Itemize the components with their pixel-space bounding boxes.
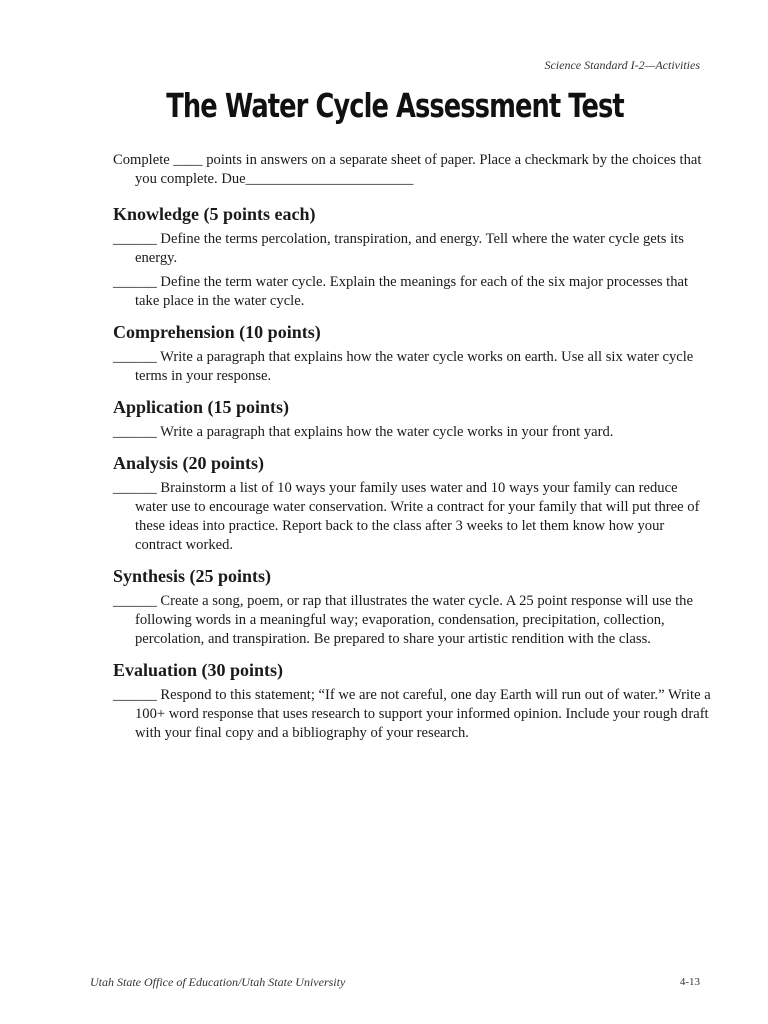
section-knowledge — [113, 203, 713, 311]
intro-paragraph: Complete ____ points in answers on a separate sheet of paper. Place a checkmark by the choices that you complete. Due_______________________ — [113, 152, 702, 187]
section-synthesis — [113, 565, 713, 649]
section-comprehension — [113, 321, 713, 386]
section-heading: Evaluation (30 points) — [113, 660, 284, 680]
assignment-item: ______ Brainstorm a list of 10 ways your family uses water and 10 ways your family can reduce water use to encourage water conservation. Write a contract for your family that will put three of these ideas into practice. Report back to the class after 3 weeks to let them know how your contract worked. — [113, 480, 700, 553]
assignment-item: ______ Write a paragraph that explains how the water cycle works in your front yard. — [113, 424, 614, 440]
section-application — [113, 396, 713, 442]
section-analysis — [113, 452, 713, 555]
assignment-item: ______ Define the terms percolation, transpiration, and energy. Tell where the water cycle gets its energy. — [113, 231, 684, 266]
page-title: The Water Cycle Assessment Test — [166, 86, 624, 125]
section-heading: Synthesis (25 points) — [113, 566, 272, 586]
assignment-item: ______ Define the term water cycle. Explain the meanings for each of the six major processes that take place in the water cycle. — [113, 274, 689, 309]
assignment-item: ______ Respond to this statement; “If we are not careful, one day Earth will run out of water.” Write a 100+ word response that uses research to support your informed opinion. Include your rough draft with your final copy and a bibliography of your research. — [113, 687, 711, 741]
document-body — [113, 151, 713, 753]
assignment-item: ______ Write a paragraph that explains how the water cycle works on earth. Use all six water cycle terms in your response. — [113, 349, 694, 384]
section-heading: Knowledge (5 points each) — [113, 204, 316, 224]
assignment-item: ______ Create a song, poem, or rap that illustrates the water cycle. A 25 point response will use the following words in a meaningful way; evaporation, condensation, precipitation, collection, percolation, and transpiration. Be prepared to share your artistic rendition with the class. — [113, 593, 693, 647]
section-heading: Analysis (20 points) — [113, 453, 265, 473]
section-evaluation — [113, 659, 713, 743]
header-tag: Science Standard I-2—Activities — [544, 58, 700, 72]
page-number: 4-13 — [679, 976, 700, 988]
section-heading: Comprehension (10 points) — [113, 322, 321, 342]
section-heading: Application (15 points) — [113, 397, 290, 417]
footer-source: Utah State Office of Education/Utah State University — [90, 975, 346, 989]
